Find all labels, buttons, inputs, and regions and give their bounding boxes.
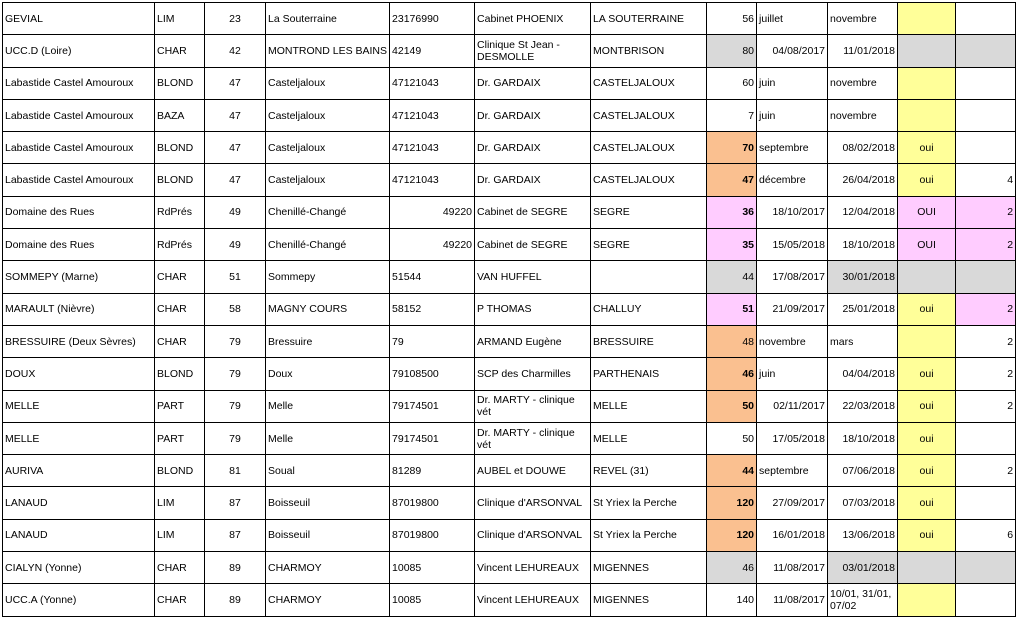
vet-cell[interactable]: Dr. GARDAIX xyxy=(475,164,591,196)
count-cell[interactable]: 46 xyxy=(707,552,757,584)
date-start-cell[interactable]: 17/05/2018 xyxy=(757,422,828,454)
vet-cell[interactable]: Cabinet de SEGRE xyxy=(475,229,591,261)
type-cell[interactable]: PART xyxy=(155,422,205,454)
code-cell[interactable]: 87019800 xyxy=(390,487,475,519)
code-cell[interactable]: 81289 xyxy=(390,455,475,487)
dept-cell[interactable]: 58 xyxy=(205,293,266,325)
status-cell[interactable]: oui xyxy=(898,293,956,325)
table-row xyxy=(3,325,1016,357)
city-cell[interactable]: SEGRE xyxy=(591,229,707,261)
commune-cell[interactable]: Doux xyxy=(266,358,390,390)
vet-cell[interactable]: Vincent LEHUREAUX xyxy=(475,552,591,584)
code-cell[interactable]: 79 xyxy=(390,325,475,357)
extra-cell[interactable]: 2 xyxy=(956,455,1016,487)
date-end-cell[interactable]: novembre xyxy=(828,3,898,35)
table-row xyxy=(3,390,1016,422)
site-cell[interactable]: Labastide Castel Amouroux xyxy=(3,67,155,99)
commune-cell[interactable]: Melle xyxy=(266,390,390,422)
dept-cell[interactable]: 79 xyxy=(205,358,266,390)
date-end-cell[interactable]: 08/02/2018 xyxy=(828,132,898,164)
extra-cell[interactable]: 4 xyxy=(956,164,1016,196)
count-cell[interactable]: 50 xyxy=(707,422,757,454)
type-cell[interactable]: RdPrés xyxy=(155,196,205,228)
dept-cell[interactable]: 42 xyxy=(205,35,266,67)
extra-cell[interactable] xyxy=(956,67,1016,99)
date-end-cell[interactable]: 30/01/2018 xyxy=(828,261,898,293)
date-end-cell[interactable]: 10/01, 31/01, 07/02 xyxy=(828,584,898,616)
dept-cell[interactable]: 89 xyxy=(205,584,266,616)
dept-cell[interactable]: 47 xyxy=(205,67,266,99)
dept-cell[interactable]: 87 xyxy=(205,519,266,551)
commune-cell[interactable]: Boisseuil xyxy=(266,487,390,519)
site-cell[interactable]: CIALYN (Yonne) xyxy=(3,552,155,584)
table-row xyxy=(3,67,1016,99)
count-cell[interactable]: 120 xyxy=(707,487,757,519)
extra-cell[interactable] xyxy=(956,261,1016,293)
count-cell[interactable]: 44 xyxy=(707,261,757,293)
commune-cell[interactable]: MONTROND LES BAINS xyxy=(266,35,390,67)
dept-cell[interactable]: 23 xyxy=(205,3,266,35)
site-cell[interactable]: Domaine des Rues xyxy=(3,196,155,228)
date-end-cell[interactable]: 11/01/2018 xyxy=(828,35,898,67)
status-cell[interactable] xyxy=(898,552,956,584)
extra-cell[interactable]: 6 xyxy=(956,519,1016,551)
date-end-cell[interactable]: 22/03/2018 xyxy=(828,390,898,422)
code-cell[interactable]: 79108500 xyxy=(390,358,475,390)
commune-cell[interactable]: Boisseuil xyxy=(266,519,390,551)
count-cell[interactable]: 47 xyxy=(707,164,757,196)
table-row xyxy=(3,293,1016,325)
code-cell[interactable]: 79174501 xyxy=(390,422,475,454)
site-cell[interactable]: GEVIAL xyxy=(3,3,155,35)
type-cell[interactable]: BLOND xyxy=(155,358,205,390)
vet-cell[interactable]: Vincent LEHUREAUX xyxy=(475,584,591,616)
table-row xyxy=(3,99,1016,131)
type-cell[interactable]: CHAR xyxy=(155,584,205,616)
commune-cell[interactable]: Casteljaloux xyxy=(266,67,390,99)
extra-cell[interactable]: 2 xyxy=(956,229,1016,261)
city-cell[interactable]: BRESSUIRE xyxy=(591,325,707,357)
table-row xyxy=(3,487,1016,519)
status-cell[interactable] xyxy=(898,67,956,99)
date-start-cell[interactable]: 04/08/2017 xyxy=(757,35,828,67)
commune-cell[interactable]: Sommepy xyxy=(266,261,390,293)
dept-cell[interactable]: 49 xyxy=(205,229,266,261)
vet-cell[interactable]: Clinique d'ARSONVAL xyxy=(475,487,591,519)
site-cell[interactable]: SOMMEPY (Marne) xyxy=(3,261,155,293)
type-cell[interactable]: CHAR xyxy=(155,325,205,357)
type-cell[interactable]: CHAR xyxy=(155,293,205,325)
commune-cell[interactable]: Chenillé-Changé xyxy=(266,229,390,261)
city-cell[interactable]: CASTELJALOUX xyxy=(591,99,707,131)
commune-cell[interactable]: CHARMOY xyxy=(266,552,390,584)
extra-cell[interactable] xyxy=(956,99,1016,131)
city-cell[interactable] xyxy=(591,261,707,293)
status-cell[interactable]: oui xyxy=(898,487,956,519)
site-cell[interactable]: Domaine des Rues xyxy=(3,229,155,261)
count-cell[interactable]: 46 xyxy=(707,358,757,390)
status-cell[interactable] xyxy=(898,3,956,35)
status-cell[interactable] xyxy=(898,325,956,357)
count-cell[interactable]: 7 xyxy=(707,99,757,131)
code-cell[interactable]: 47121043 xyxy=(390,132,475,164)
date-start-cell[interactable]: 16/01/2018 xyxy=(757,519,828,551)
type-cell[interactable]: CHAR xyxy=(155,552,205,584)
city-cell[interactable]: SEGRE xyxy=(591,196,707,228)
vet-cell[interactable]: SCP des Charmilles xyxy=(475,358,591,390)
count-cell[interactable]: 44 xyxy=(707,455,757,487)
vet-cell[interactable]: Dr. GARDAIX xyxy=(475,132,591,164)
date-start-cell[interactable]: 27/09/2017 xyxy=(757,487,828,519)
status-cell[interactable] xyxy=(898,35,956,67)
data-table xyxy=(2,2,1016,617)
city-cell[interactable]: MELLE xyxy=(591,422,707,454)
city-cell[interactable]: MONTBRISON xyxy=(591,35,707,67)
commune-cell[interactable]: Melle xyxy=(266,422,390,454)
dept-cell[interactable]: 49 xyxy=(205,196,266,228)
date-start-cell[interactable]: septembre xyxy=(757,132,828,164)
date-start-cell[interactable]: juin xyxy=(757,67,828,99)
commune-cell[interactable]: La Souterraine xyxy=(266,3,390,35)
date-start-cell[interactable]: juin xyxy=(757,99,828,131)
site-cell[interactable]: AURIVA xyxy=(3,455,155,487)
date-end-cell[interactable]: 03/01/2018 xyxy=(828,552,898,584)
vet-cell[interactable]: Dr. GARDAIX xyxy=(475,67,591,99)
site-cell[interactable]: BRESSUIRE (Deux Sèvres) xyxy=(3,325,155,357)
dept-cell[interactable]: 51 xyxy=(205,261,266,293)
dept-cell[interactable]: 79 xyxy=(205,325,266,357)
code-cell[interactable]: 49220 xyxy=(390,229,475,261)
site-cell[interactable]: DOUX xyxy=(3,358,155,390)
table-body xyxy=(3,3,1016,617)
site-cell[interactable]: MELLE xyxy=(3,390,155,422)
type-cell[interactable]: BLOND xyxy=(155,67,205,99)
code-cell[interactable]: 47121043 xyxy=(390,164,475,196)
count-cell[interactable]: 36 xyxy=(707,196,757,228)
spreadsheet xyxy=(2,2,1016,617)
count-cell[interactable]: 56 xyxy=(707,3,757,35)
city-cell[interactable]: REVEL (31) xyxy=(591,455,707,487)
city-cell[interactable]: CHALLUY xyxy=(591,293,707,325)
city-cell[interactable]: MIGENNES xyxy=(591,552,707,584)
date-end-cell[interactable]: 26/04/2018 xyxy=(828,164,898,196)
count-cell[interactable]: 80 xyxy=(707,35,757,67)
code-cell[interactable]: 10085 xyxy=(390,584,475,616)
dept-cell[interactable]: 79 xyxy=(205,422,266,454)
status-cell[interactable]: oui xyxy=(898,358,956,390)
dept-cell[interactable]: 87 xyxy=(205,487,266,519)
type-cell[interactable]: BLOND xyxy=(155,455,205,487)
table-row xyxy=(3,3,1016,35)
commune-cell[interactable]: Chenillé-Changé xyxy=(266,196,390,228)
vet-cell[interactable]: ARMAND Eugène xyxy=(475,325,591,357)
table-row xyxy=(3,519,1016,551)
date-end-cell[interactable]: 25/01/2018 xyxy=(828,293,898,325)
table-row xyxy=(3,164,1016,196)
status-cell[interactable] xyxy=(898,584,956,616)
extra-cell[interactable] xyxy=(956,132,1016,164)
commune-cell[interactable]: Casteljaloux xyxy=(266,164,390,196)
date-start-cell[interactable]: juin xyxy=(757,358,828,390)
site-cell[interactable]: Labastide Castel Amouroux xyxy=(3,164,155,196)
code-cell[interactable]: 87019800 xyxy=(390,519,475,551)
date-start-cell[interactable]: 17/08/2017 xyxy=(757,261,828,293)
date-start-cell[interactable]: 11/08/2017 xyxy=(757,584,828,616)
extra-cell[interactable]: 2 xyxy=(956,196,1016,228)
code-cell[interactable]: 51544 xyxy=(390,261,475,293)
code-cell[interactable]: 47121043 xyxy=(390,67,475,99)
date-end-cell[interactable]: 07/03/2018 xyxy=(828,487,898,519)
table-row xyxy=(3,196,1016,228)
type-cell[interactable]: BAZA xyxy=(155,99,205,131)
vet-cell[interactable]: Clinique d'ARSONVAL xyxy=(475,519,591,551)
vet-cell[interactable]: VAN HUFFEL xyxy=(475,261,591,293)
date-start-cell[interactable]: 15/05/2018 xyxy=(757,229,828,261)
vet-cell[interactable]: Dr. MARTY - clinique vét xyxy=(475,390,591,422)
table-row xyxy=(3,229,1016,261)
extra-cell[interactable] xyxy=(956,35,1016,67)
date-end-cell[interactable]: novembre xyxy=(828,99,898,131)
type-cell[interactable]: LIM xyxy=(155,3,205,35)
city-cell[interactable]: MELLE xyxy=(591,390,707,422)
status-cell[interactable] xyxy=(898,99,956,131)
site-cell[interactable]: UCC.A (Yonne) xyxy=(3,584,155,616)
site-cell[interactable]: LANAUD xyxy=(3,487,155,519)
date-end-cell[interactable]: 13/06/2018 xyxy=(828,519,898,551)
extra-cell[interactable]: 2 xyxy=(956,390,1016,422)
city-cell[interactable]: CASTELJALOUX xyxy=(591,132,707,164)
city-cell[interactable]: CASTELJALOUX xyxy=(591,164,707,196)
date-end-cell[interactable]: 12/04/2018 xyxy=(828,196,898,228)
site-cell[interactable]: UCC.D (Loire) xyxy=(3,35,155,67)
code-cell[interactable]: 23176990 xyxy=(390,3,475,35)
count-cell[interactable]: 35 xyxy=(707,229,757,261)
code-cell[interactable]: 10085 xyxy=(390,552,475,584)
extra-cell[interactable] xyxy=(956,487,1016,519)
status-cell[interactable]: OUI xyxy=(898,229,956,261)
city-cell[interactable]: St Yriex la Perche xyxy=(591,519,707,551)
status-cell[interactable]: oui xyxy=(898,164,956,196)
date-start-cell[interactable]: 02/11/2017 xyxy=(757,390,828,422)
date-start-cell[interactable]: 21/09/2017 xyxy=(757,293,828,325)
status-cell[interactable]: oui xyxy=(898,132,956,164)
code-cell[interactable]: 79174501 xyxy=(390,390,475,422)
city-cell[interactable]: MIGENNES xyxy=(591,584,707,616)
city-cell[interactable]: PARTHENAIS xyxy=(591,358,707,390)
type-cell[interactable]: PART xyxy=(155,390,205,422)
date-end-cell[interactable]: 18/10/2018 xyxy=(828,229,898,261)
site-cell[interactable]: Labastide Castel Amouroux xyxy=(3,99,155,131)
date-end-cell[interactable]: mars xyxy=(828,325,898,357)
dept-cell[interactable]: 47 xyxy=(205,99,266,131)
extra-cell[interactable] xyxy=(956,422,1016,454)
date-end-cell[interactable]: 04/04/2018 xyxy=(828,358,898,390)
count-cell[interactable]: 48 xyxy=(707,325,757,357)
table-row xyxy=(3,132,1016,164)
count-cell[interactable]: 51 xyxy=(707,293,757,325)
dept-cell[interactable]: 47 xyxy=(205,132,266,164)
type-cell[interactable]: LIM xyxy=(155,487,205,519)
table-row xyxy=(3,261,1016,293)
status-cell[interactable]: oui xyxy=(898,422,956,454)
vet-cell[interactable]: P THOMAS xyxy=(475,293,591,325)
table-row xyxy=(3,422,1016,454)
extra-cell[interactable] xyxy=(956,584,1016,616)
vet-cell[interactable]: AUBEL et DOUWE xyxy=(475,455,591,487)
status-cell[interactable]: oui xyxy=(898,455,956,487)
extra-cell[interactable] xyxy=(956,552,1016,584)
count-cell[interactable]: 70 xyxy=(707,132,757,164)
commune-cell[interactable]: Soual xyxy=(266,455,390,487)
commune-cell[interactable]: CHARMOY xyxy=(266,584,390,616)
code-cell[interactable]: 49220 xyxy=(390,196,475,228)
date-start-cell[interactable]: 11/08/2017 xyxy=(757,552,828,584)
dept-cell[interactable]: 89 xyxy=(205,552,266,584)
table-row xyxy=(3,358,1016,390)
date-start-cell[interactable]: novembre xyxy=(757,325,828,357)
status-cell[interactable]: oui xyxy=(898,390,956,422)
site-cell[interactable]: LANAUD xyxy=(3,519,155,551)
date-start-cell[interactable]: 18/10/2017 xyxy=(757,196,828,228)
commune-cell[interactable]: Bressuire xyxy=(266,325,390,357)
type-cell[interactable]: RdPrés xyxy=(155,229,205,261)
type-cell[interactable]: LIM xyxy=(155,519,205,551)
extra-cell[interactable]: 2 xyxy=(956,325,1016,357)
table-row xyxy=(3,552,1016,584)
count-cell[interactable]: 140 xyxy=(707,584,757,616)
dept-cell[interactable]: 79 xyxy=(205,390,266,422)
dept-cell[interactable]: 81 xyxy=(205,455,266,487)
date-end-cell[interactable]: 18/10/2018 xyxy=(828,422,898,454)
commune-cell[interactable]: Casteljaloux xyxy=(266,99,390,131)
table-row xyxy=(3,584,1016,616)
type-cell[interactable]: CHAR xyxy=(155,261,205,293)
code-cell[interactable]: 42149 xyxy=(390,35,475,67)
vet-cell[interactable]: Cabinet de SEGRE xyxy=(475,196,591,228)
city-cell[interactable]: LA SOUTERRAINE xyxy=(591,3,707,35)
count-cell[interactable]: 120 xyxy=(707,519,757,551)
table-row xyxy=(3,455,1016,487)
site-cell[interactable]: MARAULT (Nièvre) xyxy=(3,293,155,325)
type-cell[interactable]: BLOND xyxy=(155,164,205,196)
date-start-cell[interactable]: décembre xyxy=(757,164,828,196)
commune-cell[interactable]: Casteljaloux xyxy=(266,132,390,164)
type-cell[interactable]: CHAR xyxy=(155,35,205,67)
extra-cell[interactable]: 2 xyxy=(956,293,1016,325)
extra-cell[interactable] xyxy=(956,3,1016,35)
site-cell[interactable]: MELLE xyxy=(3,422,155,454)
status-cell[interactable]: OUI xyxy=(898,196,956,228)
vet-cell[interactable]: Cabinet PHOENIX xyxy=(475,3,591,35)
date-start-cell[interactable]: juillet xyxy=(757,3,828,35)
date-end-cell[interactable]: 07/06/2018 xyxy=(828,455,898,487)
count-cell[interactable]: 50 xyxy=(707,390,757,422)
code-cell[interactable]: 47121043 xyxy=(390,99,475,131)
status-cell[interactable]: oui xyxy=(898,519,956,551)
type-cell[interactable]: BLOND xyxy=(155,132,205,164)
vet-cell[interactable]: Dr. MARTY - clinique vét xyxy=(475,422,591,454)
table-row xyxy=(3,35,1016,67)
vet-cell[interactable]: Dr. GARDAIX xyxy=(475,99,591,131)
dept-cell[interactable]: 47 xyxy=(205,164,266,196)
vet-cell[interactable]: Clinique St Jean - DESMOLLE xyxy=(475,35,591,67)
city-cell[interactable]: CASTELJALOUX xyxy=(591,67,707,99)
code-cell[interactable]: 58152 xyxy=(390,293,475,325)
city-cell[interactable]: St Yriex la Perche xyxy=(591,487,707,519)
extra-cell[interactable]: 2 xyxy=(956,358,1016,390)
date-start-cell[interactable]: septembre xyxy=(757,455,828,487)
commune-cell[interactable]: MAGNY COURS xyxy=(266,293,390,325)
status-cell[interactable] xyxy=(898,261,956,293)
site-cell[interactable]: Labastide Castel Amouroux xyxy=(3,132,155,164)
count-cell[interactable]: 60 xyxy=(707,67,757,99)
date-end-cell[interactable]: novembre xyxy=(828,67,898,99)
